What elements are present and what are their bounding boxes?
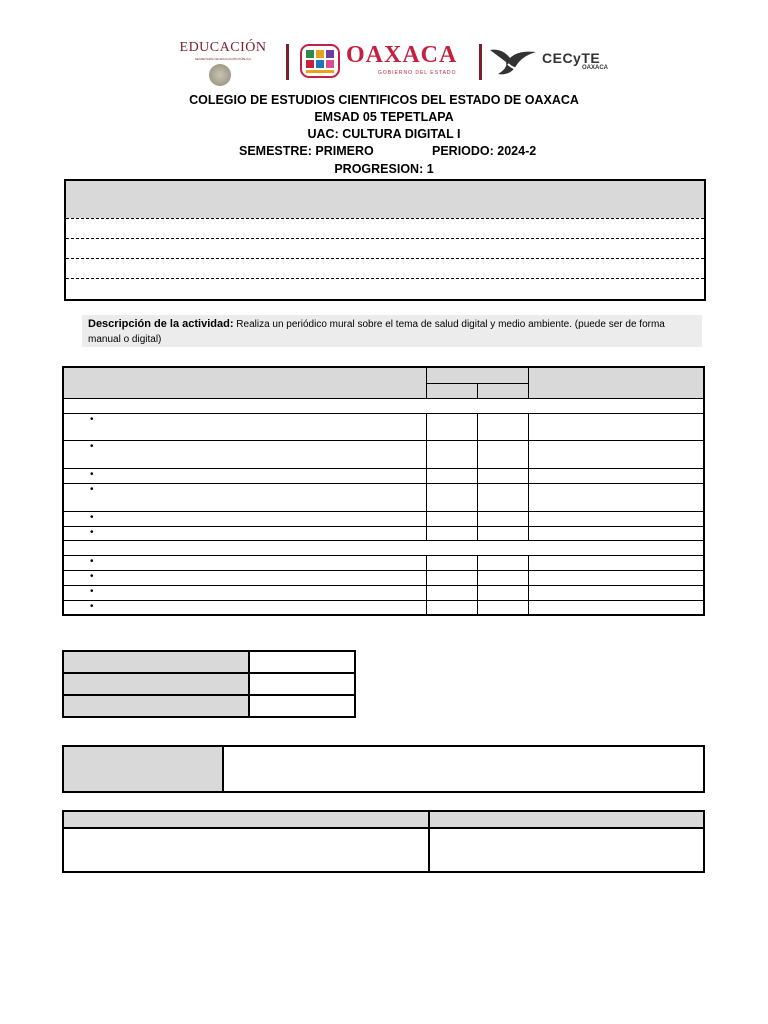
student-info-box [64,179,706,301]
notes-cell [528,570,704,585]
dashed-line [66,238,704,239]
notes-cell [528,440,704,468]
score-cell [477,570,528,585]
criterion-cell: • [63,440,426,468]
section-row [63,540,704,555]
table-row [63,651,355,673]
score-cell [426,600,477,615]
header-cell [426,367,528,383]
oaxaca-emblem-icon [300,44,340,78]
signature-header-cell [63,811,429,828]
national-seal-icon [209,64,231,86]
score-cell [426,585,477,600]
header-cell [63,367,426,398]
table-row [63,468,704,483]
table-header-row [63,811,704,828]
header-cell [528,367,704,398]
oaxaca-logo [300,44,476,80]
section-cell [63,540,704,555]
signature-cell [63,828,429,872]
criterion-cell: • [63,468,426,483]
educacion-logo-text: EDUCACIÓN [179,40,267,55]
observations-table [62,745,705,793]
observations-label-cell [63,746,223,792]
table-row [63,673,355,695]
campus-title: EMSAD 05 TEPETLAPA [314,110,454,124]
table-row [63,600,704,615]
criterion-cell: • [63,511,426,526]
table-header-row [63,367,704,383]
criterion-cell: • [63,555,426,570]
score-cell [477,440,528,468]
periodo-label: PERIODO: 2024-2 [432,144,537,158]
section-row [63,398,704,413]
progresion-title: PROGRESION: 1 [334,162,434,176]
table-row [63,746,704,792]
dashed-line [66,278,704,279]
logo-divider [479,44,482,80]
table-row [63,413,704,440]
score-summary-table [62,650,356,718]
table-row [63,483,704,511]
score-cell [426,555,477,570]
criterion-cell: • [63,483,426,511]
institution-title: COLEGIO DE ESTUDIOS CIENTIFICOS DEL ESTADO DE OAXACA [189,93,579,107]
score-cell [426,526,477,540]
header-cell [426,383,477,398]
table-row [63,585,704,600]
score-cell [426,413,477,440]
notes-cell [528,600,704,615]
score-cell [477,600,528,615]
activity-description-label: Descripción de la actividad: [88,318,234,330]
dashed-line [66,258,704,259]
score-cell [477,413,528,440]
summary-value-cell [249,673,355,695]
score-cell [477,468,528,483]
table-row [63,570,704,585]
table-row [63,511,704,526]
score-cell [426,570,477,585]
dashed-line [66,218,704,219]
table-row [63,526,704,540]
table-row [63,828,704,872]
notes-cell [528,555,704,570]
score-cell [477,526,528,540]
cecyte-logo [488,44,618,80]
observations-value-cell [223,746,704,792]
notes-cell [528,468,704,483]
criterion-cell: • [63,526,426,540]
summary-label-cell [63,695,249,717]
summary-value-cell [249,651,355,673]
criterion-cell: • [63,570,426,585]
notes-cell [528,511,704,526]
criterion-cell: • [63,413,426,440]
header-cell [477,383,528,398]
signature-header-cell [429,811,704,828]
uac-title: UAC: CULTURA DIGITAL I [307,127,461,141]
rubric-table [62,366,705,616]
table-row [63,440,704,468]
table-row [63,695,355,717]
student-info-header [66,181,704,218]
notes-cell [528,483,704,511]
notes-cell [528,585,704,600]
oaxaca-logo-text: OAXACA [346,42,458,68]
summary-value-cell [249,695,355,717]
score-cell [477,585,528,600]
notes-cell [528,526,704,540]
educacion-logo [168,40,278,90]
summary-label-cell [63,651,249,673]
educacion-logo-subtext: SECRETARÍA DE EDUCACIÓN PÚBLICA [194,57,252,61]
activity-description [82,315,702,347]
signature-cell [429,828,704,872]
cecyte-logo-text: CECyTE [542,50,601,66]
criterion-cell: • [63,600,426,615]
oaxaca-logo-subtext: GOBIERNO DEL ESTADO [378,70,457,76]
activity-description-text: Realiza un periódico mural sobre el tema de salud digital y medio ambiente. (puede ser de forma manual o digital) [88,319,665,345]
criterion-cell: • [63,585,426,600]
score-cell [426,511,477,526]
semestre-label: SEMESTRE: PRIMERO [239,144,374,158]
score-cell [477,483,528,511]
section-cell [63,398,704,413]
logo-divider [286,44,289,80]
score-cell [477,555,528,570]
signatures-table [62,810,705,873]
score-cell [426,483,477,511]
summary-label-cell [63,673,249,695]
score-cell [426,440,477,468]
cecyte-logo-subtext: OAXACA [582,65,609,71]
score-cell [426,468,477,483]
cecyte-bird-icon [488,46,540,78]
score-cell [477,511,528,526]
notes-cell [528,413,704,440]
table-row [63,555,704,570]
